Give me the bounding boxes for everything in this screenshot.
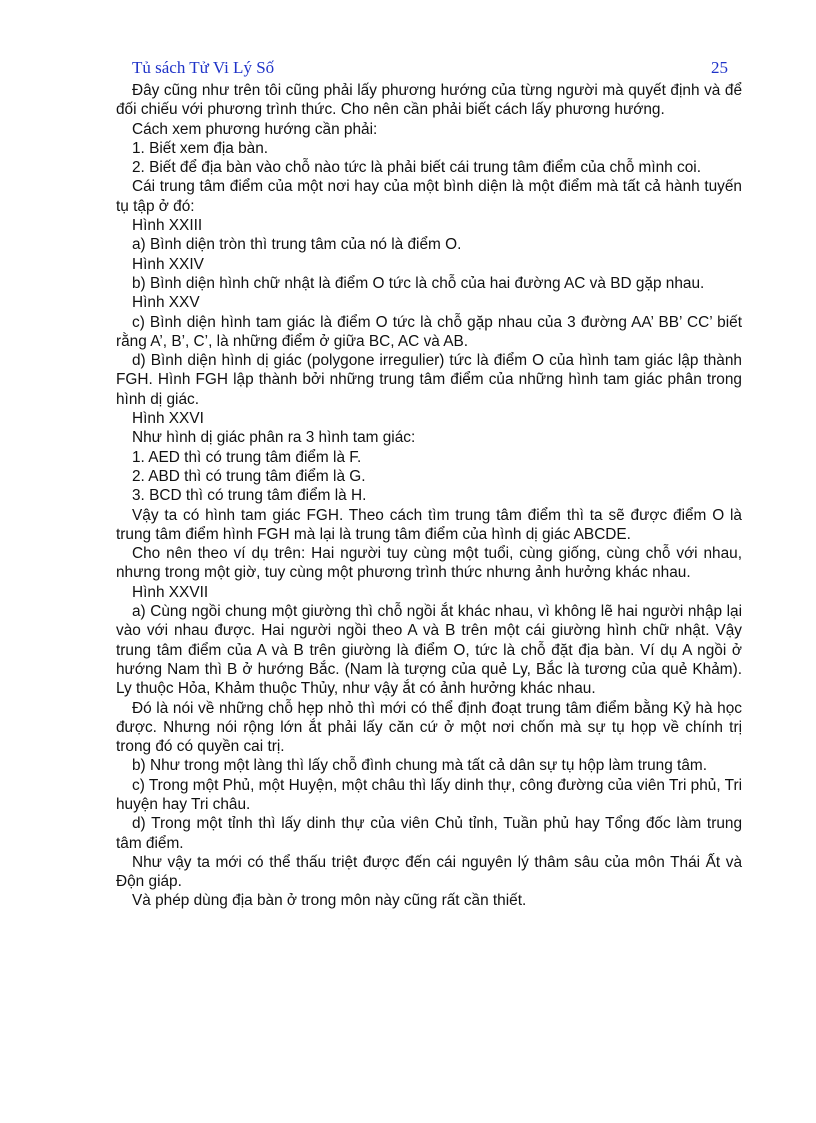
figure-label: Hình XXIII: [132, 217, 203, 235]
list-item: 1. Biết xem địa bàn.: [132, 139, 269, 157]
paragraph: Vậy ta có hình tam giác FGH. Theo cách tìm trung tâm điểm thì ta sẽ được điểm O là trung tâm điểm hình FGH mà lại là trung tâm điểm của hình dị giác ABCDE.: [116, 506, 742, 543]
paragraph: a) Cùng ngồi chung một giường thì chỗ ngồi ắt khác nhau, vì không lẽ hai người nhập lại vào với nhau được. Hai người ngồi theo A và B trên một cái giường hình chữ nhật. Vậy trung tâm điểm của A và B trên giường là điểm O, tức là chỗ đặt địa bàn. Ví dụ A ngồi ở hướng Nam thì B ở hướng Bắc. (Nam là tượng của quẻ Ly, Bắc là tương của quẻ Khảm). Ly thuộc Hỏa, Khảm thuộc Thủy, như vậy ắt có ảnh hưởng khác nhau.: [116, 603, 742, 698]
paragraph: Như hình dị giác phân ra 3 hình tam giác:: [132, 429, 416, 447]
page-header: [132, 58, 728, 80]
paragraph: c) Bình diện hình tam giác là điểm O tức là chỗ gặp nhau của 3 đường AA’ BB’ CC’ biết rằng A’, B’, C’, là những điểm ở giữa BC, AC và AB.: [116, 313, 742, 350]
paragraph: a) Bình diện tròn thì trung tâm của nó là điểm O.: [132, 236, 462, 254]
page-body: [116, 81, 742, 911]
paragraph: Cái trung tâm điểm của một nơi hay của một bình diện là một điểm mà tất cả hành tuyến tụ tập ở đó:: [116, 178, 742, 215]
paragraph: b) Bình diện hình chữ nhật là điểm O tức là chỗ của hai đường AC và BD gặp nhau.: [132, 274, 705, 292]
paragraph: c) Trong một Phủ, một Huyện, một châu thì lấy dinh thự, công đường của viên Tri phủ, Tri huyện hay Tri châu.: [116, 776, 742, 813]
page-number: 25: [711, 58, 728, 77]
list-item: 2. Biết để địa bàn vào chỗ nào tức là phải biết cái trung tâm điểm của chỗ mình coi.: [132, 159, 701, 177]
list-item: 1. AED thì có trung tâm điểm là F.: [132, 448, 362, 466]
figure-label: Hình XXVII: [132, 583, 209, 601]
paragraph: Đây cũng như trên tôi cũng phải lấy phương hướng của từng người mà quyết định và để đối chiếu với phương trình thức. Cho nên cần phải biết cách lấy phương hướng.: [116, 82, 742, 119]
figure-label: Hình XXVI: [132, 410, 204, 428]
figure-label: Hình XXIV: [132, 255, 204, 273]
paragraph: Như vậy ta mới có thể thấu triệt được đến cái nguyên lý thâm sâu của môn Thái Ất và Độn giáp.: [116, 853, 742, 891]
paragraph: d) Bình diện hình dị giác (polygone irregulier) tức là điểm O của hình tam giác lập thành FGH. Hình FGH lập thành bởi những trung tâm điểm của những hình tam giác phân trong hình dị giác.: [116, 352, 742, 408]
paragraph: Đó là nói về những chỗ hẹp nhỏ thì mới có thể định đoạt trung tâm điểm bằng Kỷ hà học được. Nhưng nói rộng lớn ắt phải lấy căn cứ ở một nơi chốn mà sự tụ họp về chính trị trong đó có quyền cai trị.: [116, 699, 742, 756]
book-title: Tủ sách Tử Vi Lý Số: [132, 58, 275, 77]
list-item: 3. BCD thì có trung tâm điểm là H.: [132, 487, 367, 505]
list-item: 2. ABD thì có trung tâm điểm là G.: [132, 467, 366, 485]
paragraph: b) Như trong một làng thì lấy chỗ đình chung mà tất cả dân sự tụ hộp làm trung tâm.: [132, 757, 707, 775]
figure-label: Hình XXV: [132, 294, 200, 312]
paragraph: Cách xem phương hướng cần phải:: [132, 120, 378, 138]
paragraph: Và phép dùng địa bàn ở trong môn này cũng rất cần thiết.: [132, 892, 527, 910]
paragraph: d) Trong một tỉnh thì lấy dinh thự của viên Chủ tỉnh, Tuần phủ hay Tổng đốc làm trung tâm điểm.: [116, 815, 742, 852]
paragraph: Cho nên theo ví dụ trên: Hai người tuy cùng một tuổi, cùng giống, cùng chỗ với nhau, nhưng trong một giờ, tuy cùng một phương trình thức nhưng ảnh hưởng khác nhau.: [116, 545, 742, 582]
